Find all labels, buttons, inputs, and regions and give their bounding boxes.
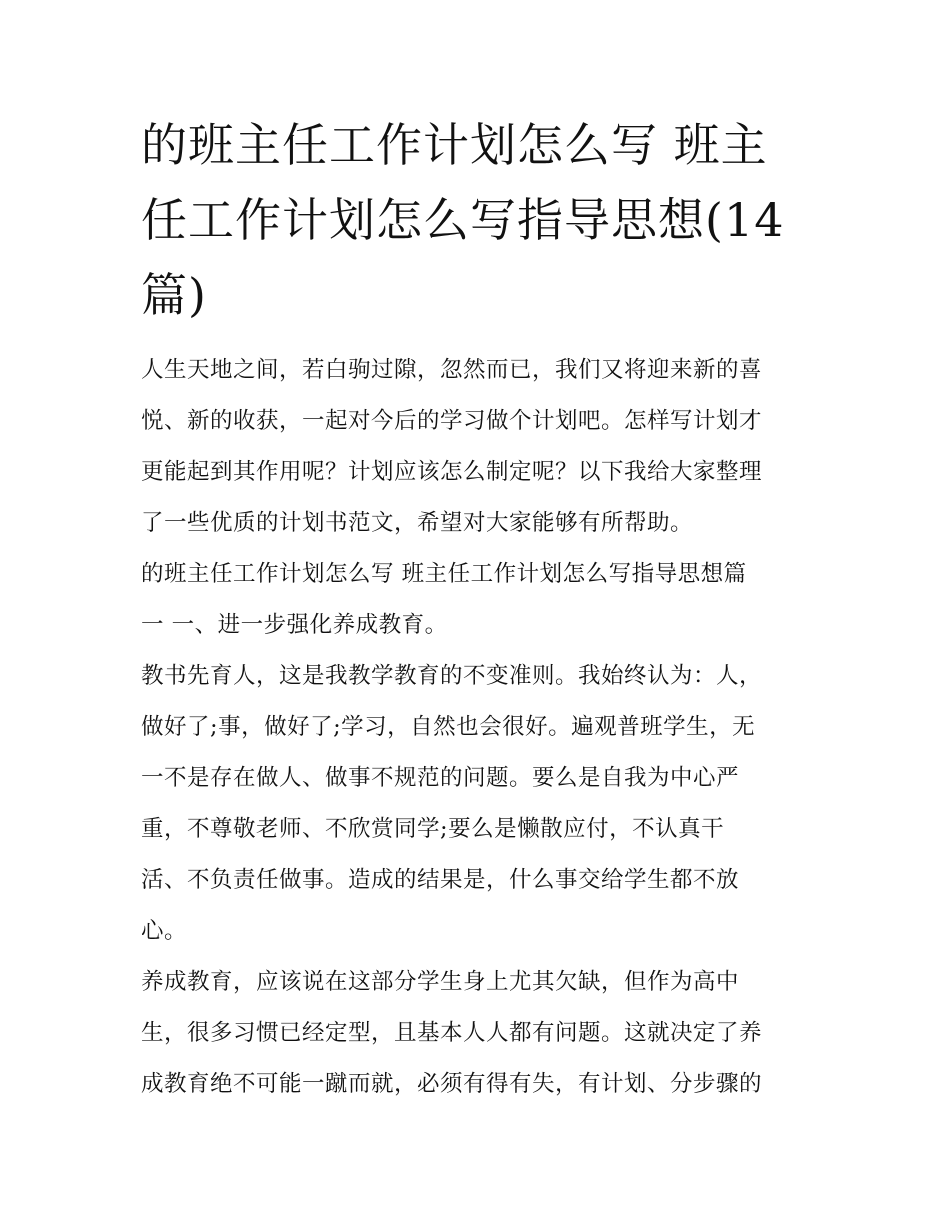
text-line: 心。 <box>141 918 188 944</box>
text-line: 成教育绝不可能一蹴而就，必须有得有失，有计划、分步骤的 <box>141 1071 763 1097</box>
document-page <box>141 108 813 1110</box>
text-line: 悦、新的收获，一起对今后的学习做个计划吧。怎样写计划才 <box>141 408 763 434</box>
text-line: 活、不负责任做事。造成的结果是，什么事交给学生都不放 <box>141 867 740 893</box>
title-line: 篇) <box>141 268 207 322</box>
text-line: 一不是存在做人、做事不规范的问题。要么是自我为中心严 <box>141 765 740 791</box>
section-heading-paragraph <box>141 549 813 651</box>
body-paragraph <box>141 957 813 1110</box>
text-line: 教书先育人，这是我教学教育的不变准则。我始终认为：人， <box>141 663 763 689</box>
text-line: 更能起到其作用呢？计划应该怎么制定呢？以下我给大家整理 <box>141 459 763 485</box>
text-line: 养成教育，应该说在这部分学生身上尤其欠缺，但作为高中 <box>141 969 740 995</box>
text-line: 了一些优质的计划书范文，希望对大家能够有所帮助。 <box>141 510 694 536</box>
text-line: 人生天地之间，若白驹过隙，忽然而已，我们又将迎来新的喜 <box>141 357 763 383</box>
text-line: 做好了;事，做好了;学习，自然也会很好。遍观普班学生，无 <box>141 714 756 740</box>
title-line: 的班主任工作计划怎么写 班主 <box>141 118 768 172</box>
text-line: 生，很多习惯已经定型，且基本人人都有问题。这就决定了养 <box>141 1020 763 1046</box>
document-title <box>141 108 813 333</box>
text-line: 的班主任工作计划怎么写 班主任工作计划怎么写指导思想篇 <box>141 561 747 587</box>
title-line: 任工作计划怎么写指导思想(14 <box>141 193 785 247</box>
intro-paragraph <box>141 345 813 549</box>
text-line: 一 一、进一步强化养成教育。 <box>141 612 448 638</box>
text-line: 重，不尊敬老师、不欣赏同学;要么是懒散应付，不认真干 <box>141 816 725 842</box>
body-paragraph <box>141 651 813 957</box>
